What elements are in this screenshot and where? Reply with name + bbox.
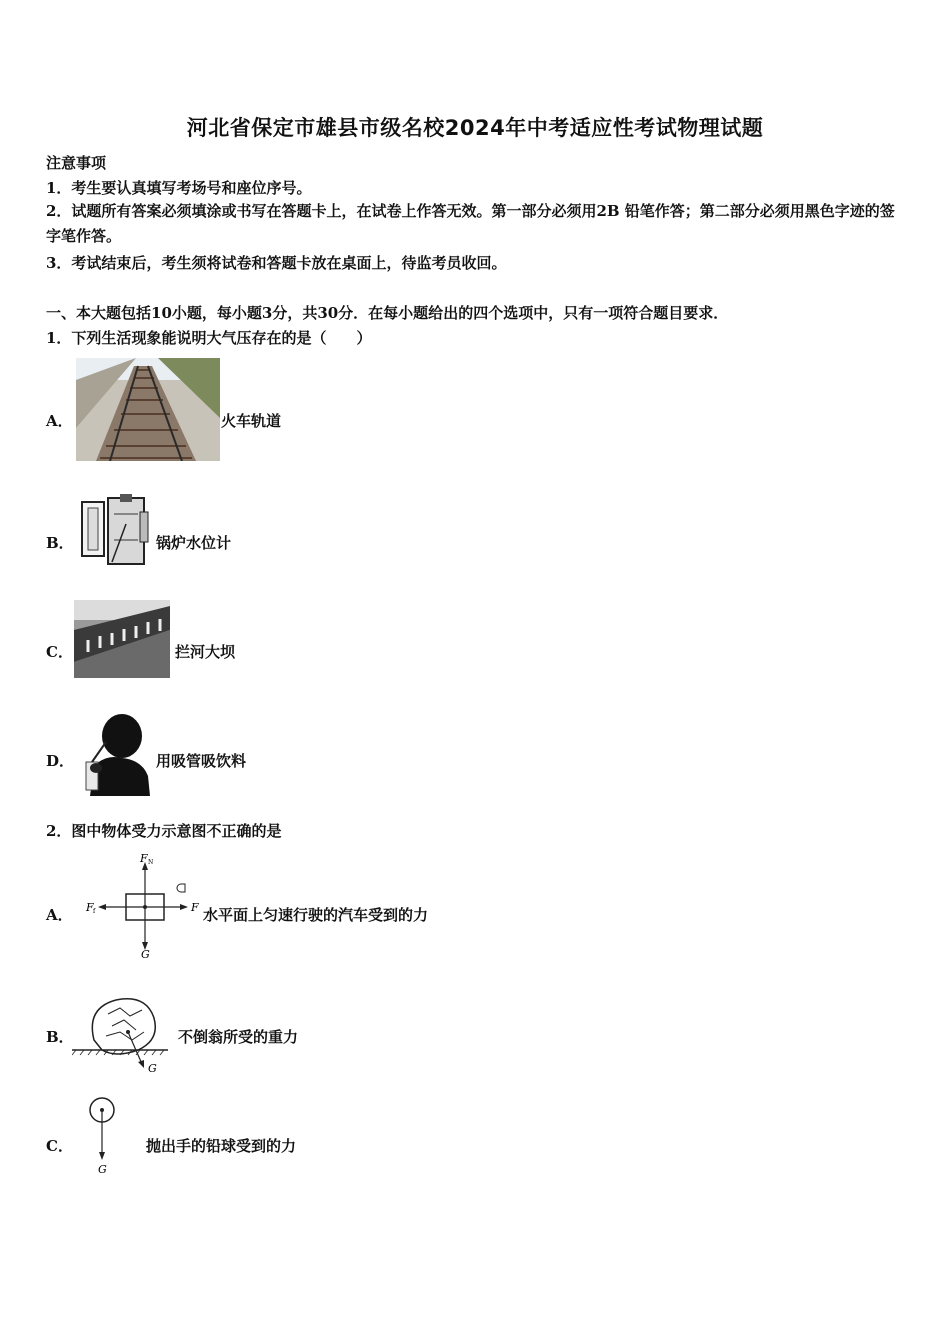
- q1-option-d-letter[interactable]: D．: [46, 752, 75, 770]
- note-item-1: 1．考生要认真填写考场号和座位序号。: [46, 179, 312, 197]
- force-label-gravity-b: G: [148, 1062, 157, 1075]
- shotput-force-diagram: [88, 1096, 120, 1176]
- q1-option-d-text: 用吸管吸饮料: [156, 752, 247, 770]
- force-label-normal: F: [140, 852, 148, 865]
- q1-option-c-text: 拦河大坝: [175, 643, 236, 661]
- railway-track-image: [76, 358, 220, 461]
- note-item-2: 2．试题所有答案必须填涂或书写在答题卡上，在试卷上作答无效。第一部分必须用2B 铅笔作答；第二部分必须用黑色字迹的签字笔作答。: [46, 202, 895, 245]
- q2-option-b-text: 不倒翁所受的重力: [178, 1028, 299, 1046]
- dam-image: [74, 600, 170, 678]
- q2-option-a-text: 水平面上匀速行驶的汽车受到的力: [203, 906, 429, 924]
- q1-option-b-letter[interactable]: B．: [46, 534, 74, 552]
- q1-option-b-text: 锅炉水位计: [156, 534, 232, 552]
- q2-option-b-letter[interactable]: B．: [46, 1028, 74, 1046]
- force-label-friction-sub: f: [93, 908, 96, 915]
- notes-heading: 注意事项: [46, 154, 107, 172]
- q2-option-a-letter[interactable]: A．: [46, 906, 73, 924]
- force-label-gravity-a: G: [141, 948, 150, 961]
- note-item-3: 3．考试结束后，考生须将试卷和答题卡放在桌面上，待监考员收回。: [46, 254, 507, 272]
- q2-option-c-text: 抛出手的铅球受到的力: [146, 1137, 297, 1155]
- tumbler-force-diagram: [72, 992, 176, 1076]
- force-label-traction: F: [191, 901, 199, 914]
- question-1-stem: 1．下列生活现象能说明大气压存在的是（ ）: [46, 329, 372, 347]
- section-instructions: 一、本大题包括10小题，每小题3分，共30分．在每小题给出的四个选项中，只有一项符合题目要求．: [46, 304, 729, 322]
- child-drinking-image: [76, 710, 152, 796]
- car-force-diagram: [84, 850, 202, 962]
- force-label-gravity-c: G: [98, 1163, 107, 1176]
- q1-option-c-letter[interactable]: C．: [46, 643, 73, 661]
- page-title: 河北省保定市雄县市级名校2024年中考适应性考试物理试题: [186, 116, 764, 140]
- question-2-stem: 2．图中物体受力示意图不正确的是: [46, 822, 282, 840]
- q1-option-a-letter[interactable]: A．: [46, 412, 73, 430]
- force-label-friction: F: [86, 901, 94, 914]
- force-label-normal-sub: N: [148, 859, 154, 866]
- boiler-gauge-image: [76, 494, 152, 568]
- q2-option-c-letter[interactable]: C．: [46, 1137, 73, 1155]
- q1-option-a-text: 火车轨道: [221, 412, 282, 430]
